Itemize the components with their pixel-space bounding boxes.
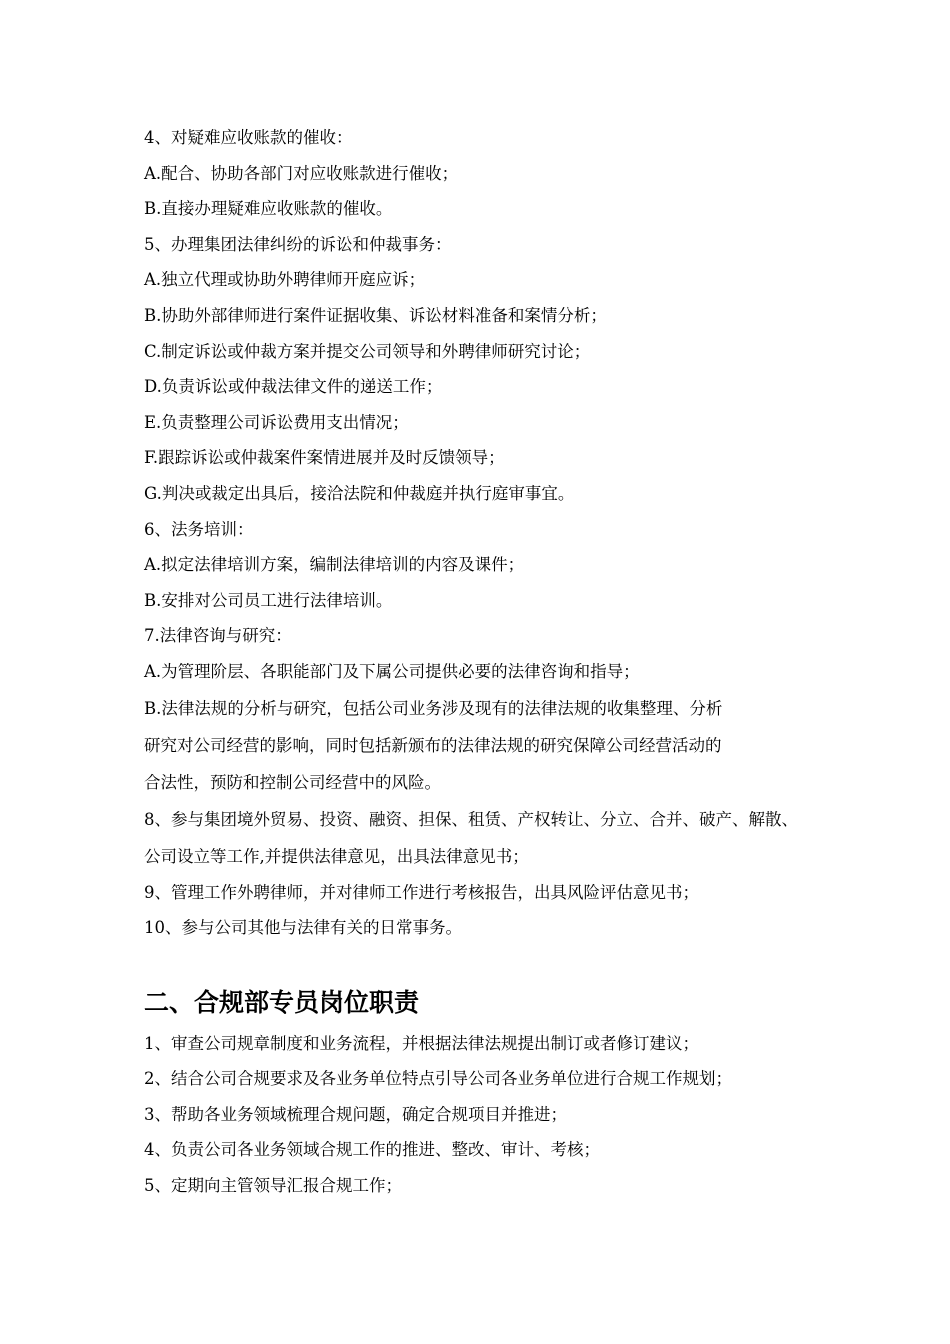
- text-line: 4、负责公司各业务领域合规工作的推进、整改、审计、考核；: [144, 1140, 600, 1160]
- text-line: 10、参与公司其他与法律有关的日常事务。: [144, 918, 462, 938]
- text-line: 2、结合公司合规要求及各业务单位特点引导公司各业务单位进行合规工作规划；: [144, 1069, 732, 1089]
- text-line: G.判决或裁定出具后，接洽法院和仲裁庭并执行庭审事宜。: [144, 483, 575, 503]
- text-line: B.协助外部律师进行案件证据收集、诉讼材料准备和案情分析；: [144, 305, 607, 325]
- text-line: 9、管理工作外聘律师，并对律师工作进行考核报告，出具风险评估意见书；: [144, 882, 699, 902]
- text-line: 合法性，预防和控制公司经营中的风险。: [144, 772, 441, 792]
- text-line: E.负责整理公司诉讼费用支出情况；: [144, 412, 409, 432]
- text-line: B.安排对公司员工进行法律培训。: [144, 590, 393, 610]
- text-line: C.制定诉讼或仲裁方案并提交公司领导和外聘律师研究讨论；: [144, 341, 591, 361]
- section-heading: 二、合规部专员岗位职责: [144, 987, 420, 1017]
- text-line: A.为管理阶层、各职能部门及下属公司提供必要的法律咨询和指导；: [144, 661, 640, 681]
- text-line: 8、参与集团境外贸易、投资、融资、担保、租赁、产权转让、分立、合并、破产、解散、: [144, 809, 798, 829]
- text-line: 5、定期向主管领导汇报合规工作；: [144, 1176, 402, 1196]
- text-line: D.负责诉讼或仲裁法律文件的递送工作；: [144, 377, 443, 397]
- text-line: 1、审查公司规章制度和业务流程，并根据法律法规提出制订或者修订建议；: [144, 1033, 699, 1053]
- text-line: 5、办理集团法律纠纷的诉讼和仲裁事务：: [144, 234, 452, 254]
- text-line: 7.法律咨询与研究：: [144, 626, 292, 646]
- text-line: B.法律法规的分析与研究，包括公司业务涉及现有的法律法规的收集整理、分析: [144, 698, 723, 718]
- text-line: A.配合、协助各部门对应收账款进行催收；: [144, 163, 459, 183]
- text-line: F.跟踪诉讼或仲裁案件案情进展并及时反馈领导；: [144, 448, 505, 468]
- text-line: 4、对疑难应收账款的催收：: [144, 128, 353, 147]
- text-line: 研究对公司经营的影响，同时包括新颁布的法律法规的研究保障公司经营活动的: [144, 735, 722, 755]
- text-line: 公司设立等工作,并提供法律意见，出具法律意见书；: [144, 846, 529, 866]
- text-line: A.拟定法律培训方案，编制法律培训的内容及课件；: [144, 555, 525, 575]
- text-line: B.直接办理疑难应收账款的催收。: [144, 199, 393, 219]
- text-line: A.独立代理或协助外聘律师开庭应诉；: [144, 270, 426, 290]
- document-body: [144, 120, 834, 1204]
- text-line: 3、帮助各业务领域梳理合规问题，确定合规项目并推进；: [144, 1104, 567, 1124]
- text-line: 6、法务培训：: [144, 519, 254, 539]
